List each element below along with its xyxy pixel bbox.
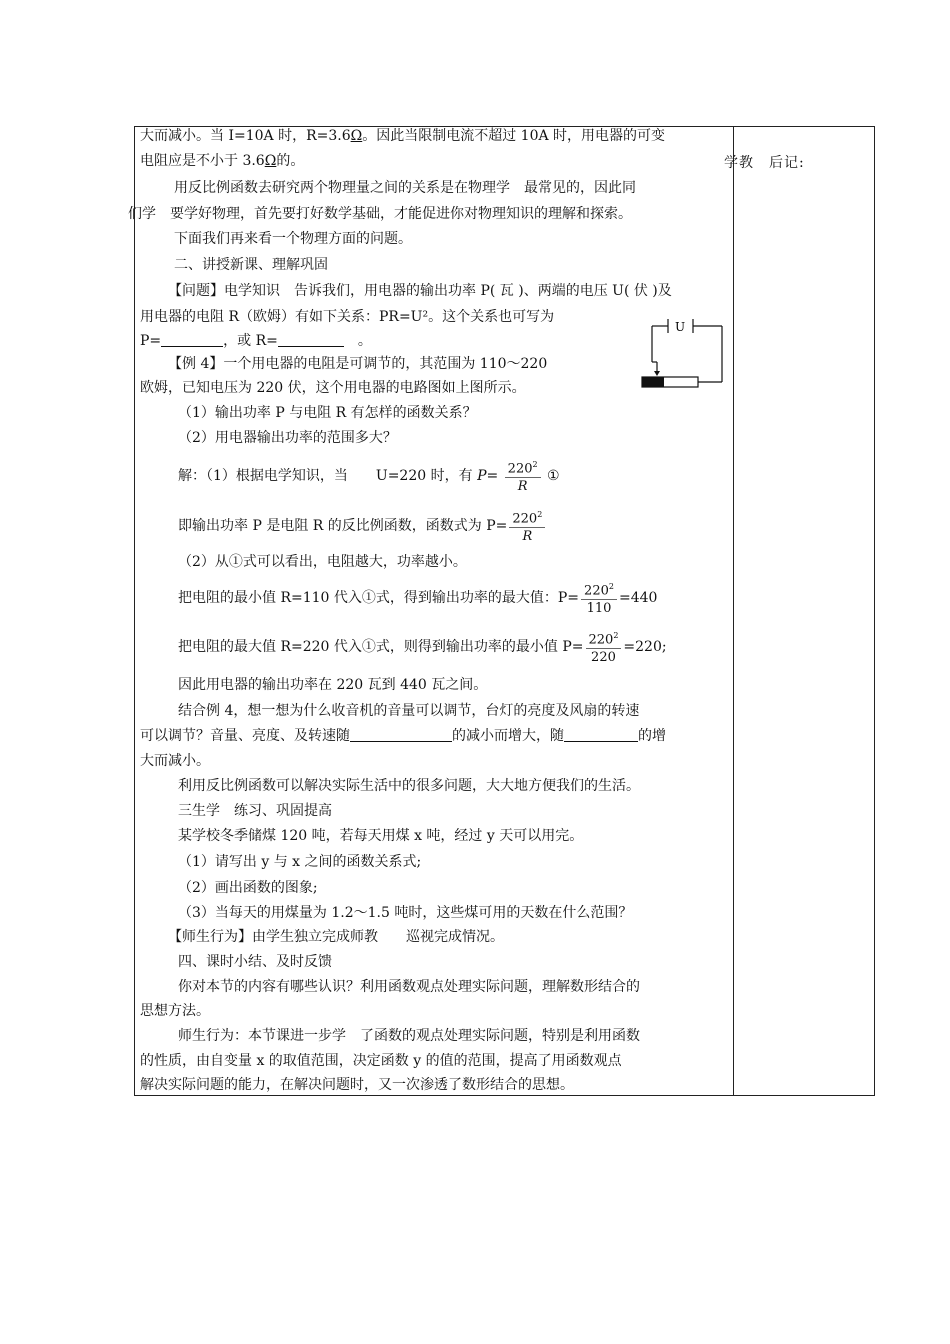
exercise-1: （1）请写出 y 与 x 之间的函数关系式; bbox=[178, 854, 422, 870]
text-line bbox=[140, 151, 304, 171]
circuit-diagram bbox=[638, 318, 728, 392]
text-span: =220; bbox=[623, 639, 667, 655]
text-span: 把电阻的最小值 R=110 代入①式，得到输出功率的最大值：P= bbox=[178, 590, 580, 606]
text-span: 即输出功率 P 是电阻 R 的反比例函数，函数式为 P= bbox=[178, 518, 508, 534]
omega-symbol: Ω bbox=[264, 153, 277, 169]
text-line: 师生行为：本节课进一步学 了函数的观点处理实际问题，特别是利用函数 bbox=[178, 1028, 640, 1044]
text-line bbox=[178, 625, 667, 669]
text-line: 【问题】电学知识 告诉我们，用电器的输出功率 P( 瓦 )、两端的电压 U( 伏 )及 bbox=[168, 283, 672, 299]
fraction bbox=[581, 578, 617, 618]
text-span: 的减小而增大，随 bbox=[452, 728, 564, 744]
text-span: 的增 bbox=[638, 728, 666, 744]
text-line: 利用反比例函数可以解决实际生活中的很多问题，大大地方便我们的生活。 bbox=[178, 778, 640, 794]
text-line: 用反比例函数去研究两个物理量之间的关系是在物理学 最常见的，因此同 bbox=[174, 180, 636, 196]
text-span: =440 bbox=[618, 590, 658, 606]
text-span: 110 bbox=[586, 601, 612, 617]
omega-symbol: Ω bbox=[350, 128, 363, 144]
text-span: 220 bbox=[507, 461, 533, 477]
text-line: 解决实际问题的能力，在解决问题时，又一次渗透了数形结合的思想。 bbox=[140, 1077, 574, 1093]
text-line bbox=[140, 331, 372, 351]
section-heading: 三生学 练习、巩固提高 bbox=[178, 803, 332, 819]
resistor-active-part bbox=[642, 377, 664, 387]
text-line: （2）从①式可以看出，电阻越大，功率越小。 bbox=[178, 554, 467, 570]
text-span: P bbox=[477, 468, 487, 484]
text-line: 你对本节的内容有哪些认识？利用函数观点处理实际问题，理解数形结合的 bbox=[178, 979, 640, 995]
text-line: 某学校冬季储煤 120 吨，若每天用煤 x 吨，经过 y 天可以用完。 bbox=[178, 828, 584, 844]
text-line: 【师生行为】由学生独立完成师教 巡视完成情况。 bbox=[168, 929, 504, 945]
text-span: 大而减小。当 I=10A 时，R=3.6 bbox=[140, 128, 351, 144]
example-title: 【例 4】一个用电器的电阻是可调节的，其范围为 110～220 bbox=[168, 356, 548, 372]
text-span: R bbox=[517, 479, 528, 495]
fraction bbox=[505, 456, 541, 496]
section-heading: 四、课时小结、及时反馈 bbox=[178, 954, 332, 970]
text-line: 大而减小。 bbox=[140, 753, 210, 769]
text-span: 电阻应是不小于 3.6 bbox=[140, 153, 265, 169]
text-line: 因此用电器的输出功率在 220 瓦到 440 瓦之间。 bbox=[178, 677, 488, 693]
answer-blank bbox=[350, 727, 452, 742]
text-span: P= bbox=[140, 333, 162, 349]
text-span: 把电阻的最大值 R=220 代入①式，则得到输出功率的最小值 P= bbox=[178, 639, 584, 655]
text-span: 220 bbox=[512, 511, 538, 527]
fraction bbox=[586, 627, 622, 667]
text-line bbox=[178, 576, 657, 620]
text-line: 们学 要学好物理，首先要打好数学基础，才能促进你对物理知识的理解和探索。 bbox=[128, 206, 632, 222]
text-span: = bbox=[486, 468, 499, 484]
text-span: 的。 bbox=[276, 153, 305, 169]
text-span: 。 bbox=[357, 333, 372, 349]
text-span: 220 bbox=[584, 583, 609, 599]
exercise-3: （3）当每天的用煤量为 1.2～1.5 吨时，这些煤可用的天数在什么范围？ bbox=[178, 905, 633, 921]
text-line: 用电器的电阻 R（欧姆）有如下关系：PR=U²。这个关系也可写为 bbox=[140, 309, 555, 325]
exercise-2: （2）画出函数的图象; bbox=[178, 880, 318, 896]
arrow-head-icon bbox=[654, 371, 660, 376]
text-span: ① bbox=[547, 468, 560, 484]
text-span: R bbox=[522, 529, 533, 545]
fraction bbox=[509, 506, 545, 546]
text-span: 2 bbox=[532, 459, 538, 469]
side-note: 学教 后记: bbox=[724, 155, 805, 171]
text-span: 2 bbox=[537, 509, 543, 519]
solution-line bbox=[178, 454, 560, 498]
text-span: ，或 R= bbox=[223, 333, 278, 349]
text-line bbox=[140, 726, 666, 746]
section-heading: 二、讲授新课、理解巩固 bbox=[174, 257, 328, 273]
column-divider bbox=[733, 126, 734, 1096]
text-line: 思想方法。 bbox=[140, 1003, 210, 1019]
text-line bbox=[140, 126, 665, 146]
text-span: 2 bbox=[608, 581, 614, 591]
text-span: 220 bbox=[588, 632, 614, 648]
text-span: 可以调节？音量、亮度、及转速随 bbox=[140, 728, 350, 744]
answer-blank bbox=[564, 727, 638, 742]
text-line: 欧姆，已知电压为 220 伏，这个用电器的电路图如上图所示。 bbox=[140, 380, 526, 396]
question-2: （2）用电器输出功率的范围多大？ bbox=[178, 430, 397, 446]
answer-blank bbox=[161, 332, 223, 347]
answer-blank bbox=[278, 332, 344, 347]
text-line: 结合例 4，想一想为什么收音机的音量可以调节，台灯的亮度及风扇的转速 bbox=[178, 703, 640, 719]
text-span: 220 bbox=[591, 650, 616, 666]
voltage-label: U bbox=[674, 320, 686, 334]
question-1: （1）输出功率 P 与电阻 R 有怎样的函数关系？ bbox=[178, 405, 477, 421]
text-line bbox=[178, 504, 547, 548]
text-span: 解：（1）根据电学知识，当 U=220 时，有 bbox=[178, 468, 473, 484]
text-span: 。因此当限制电流不超过 10A 时，用电器的可变 bbox=[362, 128, 666, 144]
text-line: 下面我们再来看一个物理方面的问题。 bbox=[174, 231, 412, 247]
text-line: 的性质，由自变量 x 的取值范围，决定函数 y 的值的范围，提高了用函数观点 bbox=[140, 1053, 622, 1069]
text-span: 2 bbox=[613, 630, 619, 640]
